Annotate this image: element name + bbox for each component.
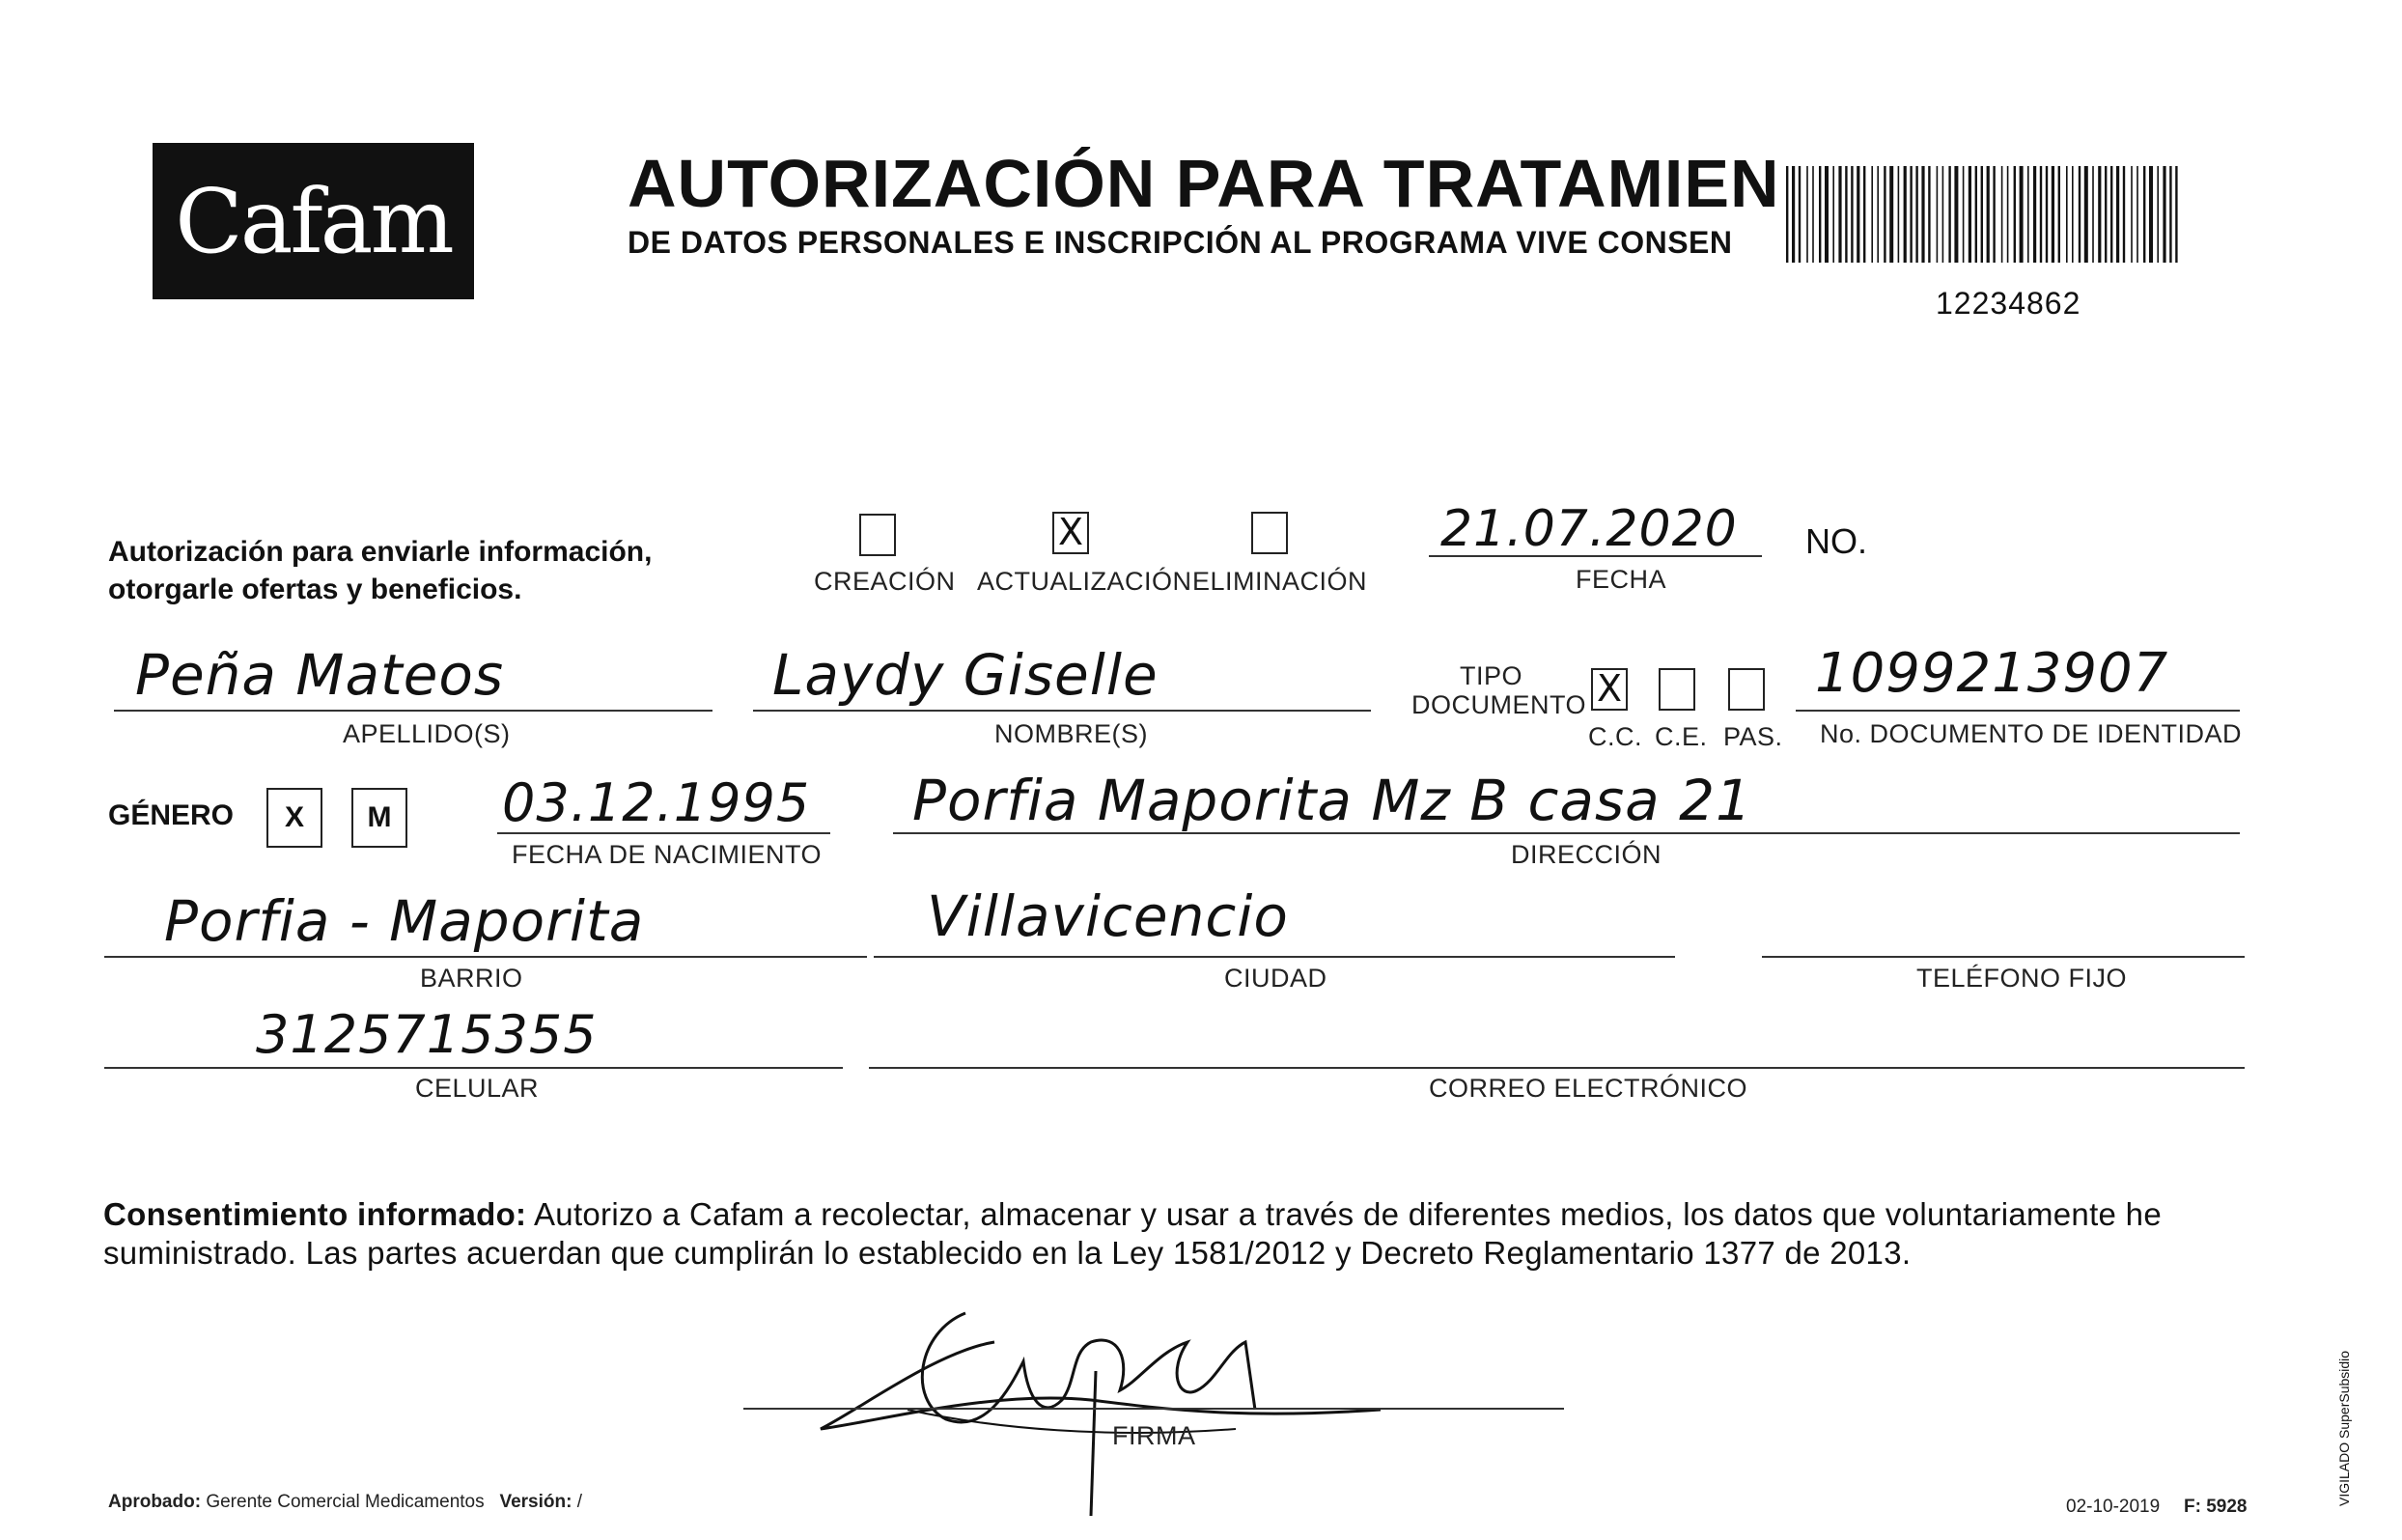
ciudad-label: CIUDAD [1224,964,1327,993]
supersubsidio-vertical-text: VIGILADO SuperSubsidio [2336,1350,2352,1506]
fecha-value[interactable]: 21.07.2020 [1440,500,1738,558]
nacimiento-value[interactable]: 03.12.1995 [502,772,811,833]
nacimiento-line [497,832,830,834]
checkbox-creacion[interactable] [859,514,896,556]
barcode [1786,166,2184,263]
checkbox-actualizacion[interactable]: X [1052,512,1089,554]
checkbox-genero-m[interactable]: M [351,788,407,848]
direccion-value[interactable]: Porfia Maporita Mz B casa 21 [912,768,1752,833]
barcode-number: 12234862 [1936,286,2081,321]
checkbox-pas[interactable] [1728,668,1765,711]
ciudad-line [874,956,1675,958]
consent-paragraph [103,1195,2247,1273]
ciudad-value[interactable]: Villavicencio [927,883,1289,949]
pas-label: PAS. [1723,722,1783,751]
cc-label: C.C. [1588,722,1642,751]
checkbox-eliminacion[interactable] [1251,512,1288,554]
correo-line[interactable] [869,1067,2245,1069]
no-label: NO. [1805,521,1868,561]
barrio-label: BARRIO [420,964,523,993]
nombres-line [753,710,1371,712]
aprobado-label: Aprobado: [108,1492,202,1512]
apellidos-value[interactable]: Peña Mateos [135,642,505,708]
documento-numero-label: No. DOCUMENTO DE IDENTIDAD [1820,719,2243,748]
authorization-label-line1: Autorización para enviarle información, [108,536,653,568]
version-label: Versión: [499,1492,573,1512]
cafam-logo: Cafam [153,143,474,299]
creacion-label: CREACIÓN [814,567,956,596]
checkbox-genero-f[interactable]: X [266,788,322,848]
barrio-value[interactable]: Porfia - Maporita [164,888,645,954]
checkbox-cc[interactable]: X [1591,668,1628,711]
checkbox-ce[interactable] [1659,668,1695,711]
correo-label: CORREO ELECTRÓNICO [1429,1074,1748,1103]
barrio-line [104,956,867,958]
consent-text: Autorizo a Cafam a recolectar, almacenar y usar a través de diferentes medios, los datos que voluntariamente he suministrado. Las partes acuerdan que cumplirán lo establecido en la Ley 1581/2012 y Decreto Reglamentario 1377 de 2013. [103,1196,2162,1271]
telefono-label: TELÉFONO FIJO [1916,964,2128,993]
form-title: AUTORIZACIÓN PARA TRATAMIEN [628,146,1780,221]
tipo-label: TIPO [1460,661,1523,690]
ce-label: C.E. [1655,722,1708,751]
nacimiento-label: FECHA DE NACIMIENTO [512,840,823,869]
apellidos-label: APELLIDO(S) [343,719,511,748]
fecha-line [1429,555,1762,557]
authorization-label-line2: otorgarle ofertas y beneficios. [108,574,522,605]
celular-label: CELULAR [415,1074,540,1103]
eliminacion-label: ELIMINACIÓN [1192,567,1368,596]
signature-scribble [801,1274,1429,1526]
nombres-label: NOMBRE(S) [994,719,1148,748]
nombres-value[interactable]: Laydy Giselle [772,642,1159,708]
aprobado-value: Gerente Comercial Medicamentos [206,1492,485,1512]
apellidos-line [114,710,712,712]
actualizacion-label: ACTUALIZACIÓN [977,567,1192,596]
version-value: / [576,1492,583,1512]
genero-label: GÉNERO [108,799,235,831]
signature-line[interactable] [743,1408,1564,1410]
fecha-label: FECHA [1576,565,1667,594]
telefono-line[interactable] [1762,956,2245,958]
documento-value[interactable]: 1099213907 [1815,642,2169,705]
celular-value[interactable]: 3125715355 [256,1004,598,1065]
footer-date: 02-10-2019 [2066,1497,2161,1517]
direccion-line [893,832,2240,834]
documento-label: DOCUMENTO [1411,690,1587,719]
footer-approval [108,1492,582,1513]
celular-line [104,1067,843,1069]
footer-form-code: F: 5928 [2184,1497,2248,1517]
signature-label: FIRMA [1112,1421,1196,1450]
consent-heading: Consentimiento informado: [103,1196,527,1232]
documento-line [1796,710,2240,712]
direccion-label: DIRECCIÓN [1511,840,1662,869]
form-subtitle: DE DATOS PERSONALES E INSCRIPCIÓN AL PROGRAMA VIVE CONSEN [628,225,1733,260]
